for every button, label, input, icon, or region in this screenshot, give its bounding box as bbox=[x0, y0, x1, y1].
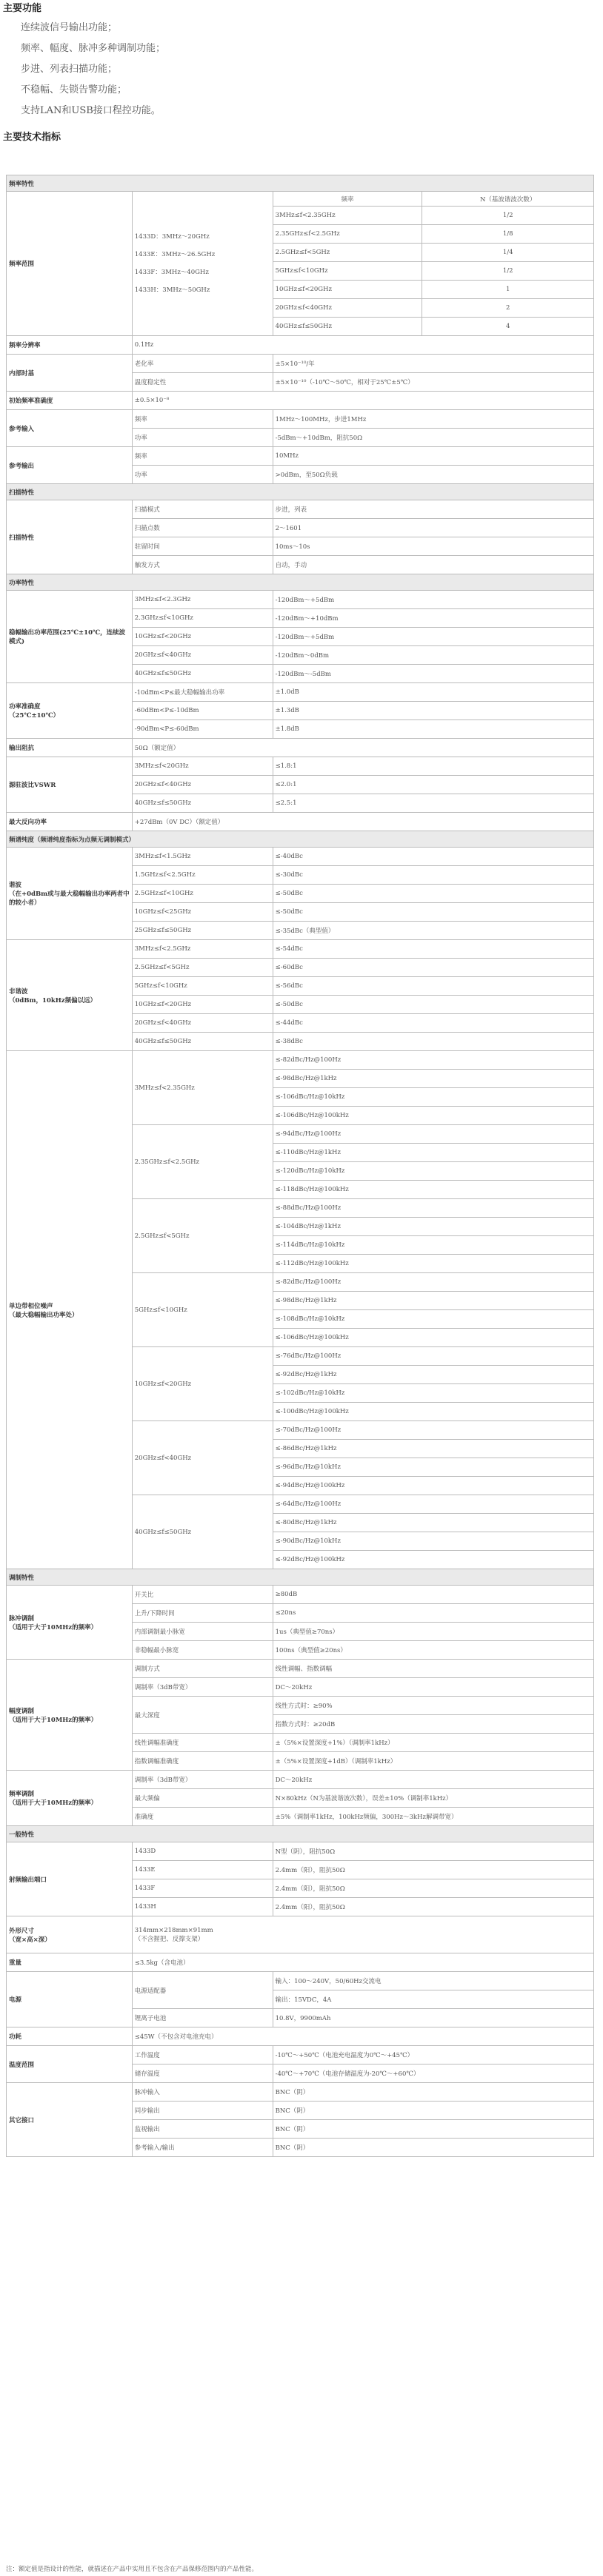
spec-value: -120dBm～+10dBm bbox=[273, 609, 593, 628]
spec-value: ±（5%×设置深度+1%）（调制率1kHz） bbox=[273, 1734, 593, 1752]
spec-key: 1433E bbox=[132, 1861, 273, 1879]
phase-noise-band: 10GHz≤f<20GHz bbox=[132, 1347, 273, 1421]
category-power: 功率特性 bbox=[7, 574, 594, 591]
spec-value: BNC（阴） bbox=[273, 2083, 593, 2102]
spec-value: ±5×10⁻¹⁰（-10℃～50℃，相对于25℃±5℃） bbox=[273, 373, 593, 392]
temp-label: 温度范围 bbox=[7, 2046, 133, 2083]
harmonic-col-header: N（基波谐波次数） bbox=[422, 192, 594, 207]
spec-key: 25GHz≤f≤50GHz bbox=[132, 922, 273, 940]
phase-noise-value: ≤-120dBc/Hz@10kHz bbox=[273, 1162, 593, 1181]
freq-band: 5GHz≤f<10GHz bbox=[273, 262, 422, 281]
spec-value: 步进，列表 bbox=[273, 500, 593, 519]
max-rev-value: +27dBm（0V DC）（额定值） bbox=[132, 813, 593, 831]
power-acc-sub: （25℃±10℃） bbox=[9, 712, 60, 720]
spec-key: -90dBm<P≤-60dBm bbox=[132, 720, 273, 739]
phase-noise-title: 单边带相位噪声 bbox=[9, 1302, 53, 1310]
spec-value: 1MHz～100MHz，步进1MHz bbox=[273, 410, 593, 429]
spec-value: ±（5%×设置深度+1dB）（调制率1kHz） bbox=[273, 1752, 593, 1771]
harmonic-n: 1 bbox=[422, 281, 594, 299]
freq-range-label: 频率范围 bbox=[7, 192, 133, 336]
freq-band: 10GHz≤f<20GHz bbox=[273, 281, 422, 299]
spec-value: 100ns（典型值≥20ns） bbox=[273, 1641, 593, 1660]
spec-key: 调制方式 bbox=[132, 1660, 273, 1678]
freq-band: 20GHz≤f<40GHz bbox=[273, 299, 422, 318]
spec-value: 10.8V，9900mAh bbox=[273, 2009, 593, 2027]
spec-table-wrapper bbox=[6, 175, 594, 2157]
spec-value: N型（阴），阻抗50Ω bbox=[273, 1842, 593, 1861]
harmonic-n: 1/4 bbox=[422, 244, 594, 262]
spec-value: -40℃～+70℃（电池存储温度为-20℃～+60℃） bbox=[273, 2065, 593, 2083]
spec-key: 2.3GHz≤f<10GHz bbox=[132, 609, 273, 628]
model-item: 1433D：3MHz～20GHz bbox=[134, 233, 210, 241]
spec-value: ≤-35dBc（典型值） bbox=[273, 922, 593, 940]
harmonic-n: 4 bbox=[422, 318, 594, 336]
spec-key: 储存温度 bbox=[132, 2065, 273, 2083]
phase-noise-value: ≤-94dBc/Hz@100Hz bbox=[273, 1125, 593, 1144]
spec-key: 3MHz≤f<2.3GHz bbox=[132, 591, 273, 609]
feature-item: 频率、幅度、脉冲多种调制功能； bbox=[21, 43, 166, 54]
spec-key: 3MHz≤f<20GHz bbox=[132, 757, 273, 776]
spec-key: 开关比 bbox=[132, 1586, 273, 1604]
spec-key: 线性调幅准确度 bbox=[132, 1734, 273, 1752]
spec-value: 2.4mm（阳），阻抗50Ω bbox=[273, 1898, 593, 1916]
spec-value: DC～20kHz bbox=[273, 1678, 593, 1697]
freq-res-label: 频率分辨率 bbox=[7, 336, 133, 355]
phase-noise-value: ≤-92dBc/Hz@100kHz bbox=[273, 1551, 593, 1569]
spec-key: 1.5GHz≤f<2.5GHz bbox=[132, 866, 273, 885]
spec-key: 1433H bbox=[132, 1898, 273, 1916]
phase-noise-value: ≤-90dBc/Hz@10kHz bbox=[273, 1532, 593, 1551]
spec-value: BNC（阴） bbox=[273, 2102, 593, 2120]
spec-value: 10ms～10s bbox=[273, 537, 593, 556]
spec-key: 老化率 bbox=[132, 355, 273, 373]
consumption-value: ≤45W（不包含对电池充电） bbox=[132, 2027, 593, 2046]
spec-key: 1433D bbox=[132, 1842, 273, 1861]
phase-noise-band: 2.35GHz≤f<2.5GHz bbox=[132, 1125, 273, 1199]
pulse-title: 脉冲调制 bbox=[9, 1614, 35, 1623]
spec-key: 准确度 bbox=[132, 1808, 273, 1826]
spec-value: -120dBm～-5dBm bbox=[273, 665, 593, 683]
freq-band: 3MHz≤f<2.35GHz bbox=[273, 207, 422, 225]
harmonic-n: 1/8 bbox=[422, 225, 594, 244]
harmonic-n: 1/2 bbox=[422, 207, 594, 225]
spec-value: ±1.3dB bbox=[273, 702, 593, 720]
spec-key: 最大频偏 bbox=[132, 1789, 273, 1808]
spec-value: 2.4mm（阳），阻抗50Ω bbox=[273, 1879, 593, 1898]
category-frequency: 频率特性 bbox=[7, 175, 594, 192]
phase-noise-value: ≤-88dBc/Hz@100Hz bbox=[273, 1199, 593, 1218]
spec-value: ≤2.0:1 bbox=[273, 776, 593, 794]
category-purity: 频谱纯度（频谱纯度指标为点频无调制模式） bbox=[7, 831, 594, 848]
spec-key: 20GHz≤f<40GHz bbox=[132, 646, 273, 665]
fm-label bbox=[7, 1771, 133, 1826]
spec-key: 内部调制最小脉宽 bbox=[132, 1623, 273, 1641]
spec-value: ≤-50dBc bbox=[273, 903, 593, 922]
dims-label bbox=[7, 1916, 133, 1953]
ref-out-label: 参考输出 bbox=[7, 447, 133, 484]
spec-value: ≤-50dBc bbox=[273, 885, 593, 903]
spec-key: 监视输出 bbox=[132, 2120, 273, 2139]
spec-table bbox=[6, 175, 594, 2157]
harmonic-label bbox=[7, 848, 133, 940]
spec-key: 驻留时间 bbox=[132, 537, 273, 556]
spec-value: ≤-50dBc bbox=[273, 996, 593, 1014]
spec-key: 温度稳定性 bbox=[132, 373, 273, 392]
spec-key: 最大深度 bbox=[132, 1697, 273, 1734]
phase-noise-value: ≤-114dBc/Hz@10kHz bbox=[273, 1236, 593, 1255]
spec-key: 扫描点数 bbox=[132, 519, 273, 537]
ref-in-label: 参考输入 bbox=[7, 410, 133, 447]
spec-key: 参考输入/输出 bbox=[132, 2139, 273, 2157]
spec-value: ≤1.8:1 bbox=[273, 757, 593, 776]
spec-key: 1433F bbox=[132, 1879, 273, 1898]
sweep-label: 扫描特性 bbox=[7, 500, 133, 574]
spec-key: 扫描模式 bbox=[132, 500, 273, 519]
phase-noise-band: 3MHz≤f<2.35GHz bbox=[132, 1051, 273, 1125]
spec-value: 指数方式时：≥20dB bbox=[273, 1715, 593, 1734]
dims-note: （不含握把、反撑支架） bbox=[134, 1935, 204, 1943]
phase-noise-value: ≤-102dBc/Hz@10kHz bbox=[273, 1384, 593, 1403]
phase-noise-value: ≤-106dBc/Hz@100kHz bbox=[273, 1107, 593, 1125]
spec-value: ±1.0dB bbox=[273, 683, 593, 702]
am-sub: （适用于大于10MHz的频率） bbox=[9, 1716, 98, 1724]
phase-noise-band: 20GHz≤f<40GHz bbox=[132, 1421, 273, 1495]
spec-key: 触发方式 bbox=[132, 556, 273, 574]
spec-value: 输入：100～240V，50/60Hz交流电 bbox=[273, 1972, 593, 1990]
spec-value: 2～1601 bbox=[273, 519, 593, 537]
spec-value: ≤-38dBc bbox=[273, 1033, 593, 1051]
spec-key: 非稳幅最小脉宽 bbox=[132, 1641, 273, 1660]
spec-value: DC～20kHz bbox=[273, 1771, 593, 1789]
phase-noise-value: ≤-118dBc/Hz@100kHz bbox=[273, 1181, 593, 1199]
phase-noise-band: 5GHz≤f<10GHz bbox=[132, 1273, 273, 1347]
nonharmonic-title: 非谐波 bbox=[9, 987, 28, 996]
phase-noise-value: ≤-106dBc/Hz@100kHz bbox=[273, 1329, 593, 1347]
init-acc-value: ±0.5×10⁻⁸ bbox=[132, 392, 593, 410]
feature-item: 支持LAN和USB接口程控功能。 bbox=[21, 105, 161, 116]
spec-key: 10GHz≤f<20GHz bbox=[132, 628, 273, 646]
spec-value: ±5%（调制率1kHz，100kHz频偏，300Hz～3kHz解调带宽） bbox=[273, 1808, 593, 1826]
weight-value: ≤3.5kg（含电池） bbox=[132, 1953, 593, 1972]
spec-key: 调制率（3dB带宽） bbox=[132, 1771, 273, 1789]
consumption-label: 功耗 bbox=[7, 2027, 133, 2046]
phase-noise-value: ≤-98dBc/Hz@1kHz bbox=[273, 1292, 593, 1310]
spec-value: 线性调幅、指数调幅 bbox=[273, 1660, 593, 1678]
freq-band: 40GHz≤f≤50GHz bbox=[273, 318, 422, 336]
phase-noise-value: ≤-98dBc/Hz@1kHz bbox=[273, 1070, 593, 1088]
model-item: 1433F：3MHz～40GHz bbox=[134, 269, 209, 276]
spec-key: 频率 bbox=[132, 447, 273, 466]
spec-key: 上升/下降时间 bbox=[132, 1604, 273, 1623]
spec-value: 输出：15VDC，4A bbox=[273, 1990, 593, 2009]
specs-title: 主要技术指标 bbox=[3, 132, 61, 143]
phase-noise-value: ≤-100dBc/Hz@100kHz bbox=[273, 1403, 593, 1421]
spec-key: 10GHz≤f<20GHz bbox=[132, 996, 273, 1014]
spec-key: 40GHz≤f≤50GHz bbox=[132, 665, 273, 683]
pulse-label bbox=[7, 1586, 133, 1660]
out-imp-value: 50Ω（额定值） bbox=[132, 739, 593, 757]
init-acc-label: 初始频率准确度 bbox=[7, 392, 133, 410]
phase-noise-sub: （最大稳幅输出功率处） bbox=[9, 1311, 79, 1319]
spec-value: BNC（阴） bbox=[273, 2139, 593, 2157]
spec-value: ≤-40dBc bbox=[273, 848, 593, 866]
phase-noise-value: ≤-104dBc/Hz@1kHz bbox=[273, 1218, 593, 1236]
spec-value: 1us（典型值≥70ns） bbox=[273, 1623, 593, 1641]
spec-value: ±5×10⁻¹⁰/年 bbox=[273, 355, 593, 373]
spec-key: 20GHz≤f<40GHz bbox=[132, 776, 273, 794]
power-acc-label bbox=[7, 683, 133, 739]
phase-noise-value: ≤-112dBc/Hz@100kHz bbox=[273, 1255, 593, 1273]
max-rev-label: 最大反向功率 bbox=[7, 813, 133, 831]
nonharmonic-label bbox=[7, 940, 133, 1051]
other-if-label: 其它接口 bbox=[7, 2083, 133, 2157]
spec-value: -10℃～+50℃（电池充电温度为0℃～+45℃） bbox=[273, 2046, 593, 2065]
footnote: 注：额定值是指设计的性能，就描述在产品中实用且不包含在产品保修范围内的产品性能。 bbox=[6, 2566, 259, 2573]
category-general: 一般特性 bbox=[7, 1826, 594, 1842]
spec-key: -10dBm<P≤最大稳幅输出功率 bbox=[132, 683, 273, 702]
features-title: 主要功能 bbox=[3, 3, 42, 14]
harmonic-n: 1/2 bbox=[422, 262, 594, 281]
dims-sub: （宽×高×深） bbox=[9, 1936, 51, 1944]
spec-key: 2.5GHz≤f<5GHz bbox=[132, 959, 273, 977]
phase-noise-band: 40GHz≤f≤50GHz bbox=[132, 1495, 273, 1569]
spec-key: 功率 bbox=[132, 429, 273, 447]
spec-key: 电源适配器 bbox=[132, 1972, 273, 2009]
phase-noise-value: ≤-82dBc/Hz@100Hz bbox=[273, 1273, 593, 1292]
phase-noise-label bbox=[7, 1051, 133, 1569]
fm-sub: （适用于大于10MHz的频率） bbox=[9, 1799, 98, 1807]
phase-noise-value: ≤-80dBc/Hz@1kHz bbox=[273, 1514, 593, 1532]
timebase-label: 内部时基 bbox=[7, 355, 133, 392]
spec-value: ≤-30dBc bbox=[273, 866, 593, 885]
am-label bbox=[7, 1660, 133, 1771]
spec-value: ≥80dB bbox=[273, 1586, 593, 1604]
out-imp-label: 输出阻抗 bbox=[7, 739, 133, 757]
feature-item: 连续波信号输出功能； bbox=[21, 22, 118, 33]
phase-noise-band: 2.5GHz≤f<5GHz bbox=[132, 1199, 273, 1273]
spec-key: 同步输出 bbox=[132, 2102, 273, 2120]
rf-port-label: 射频输出端口 bbox=[7, 1842, 133, 1916]
phase-noise-value: ≤-96dBc/Hz@10kHz bbox=[273, 1458, 593, 1477]
dims-size: 314mm×218mm×91mm bbox=[134, 1926, 213, 1934]
spec-value: N×80kHz（N为基波谐波次数），误差±10%（调制率1kHz） bbox=[273, 1789, 593, 1808]
vswr-label: 源驻波比VSWR bbox=[7, 757, 133, 813]
spec-key: 指数调幅准确度 bbox=[132, 1752, 273, 1771]
spec-key: 5GHz≤f<10GHz bbox=[132, 977, 273, 996]
spec-value: ≤2.5:1 bbox=[273, 794, 593, 813]
spec-value: ≤20ns bbox=[273, 1604, 593, 1623]
category-modulation: 调制特性 bbox=[7, 1569, 594, 1586]
power-acc-title: 功率准确度 bbox=[9, 703, 41, 711]
harmonic-title: 谐波 bbox=[9, 882, 22, 889]
spec-value: >0dBm，至50Ω负载 bbox=[273, 466, 593, 484]
phase-noise-value: ≤-70dBc/Hz@100Hz bbox=[273, 1421, 593, 1440]
spec-key: 40GHz≤f≤50GHz bbox=[132, 1033, 273, 1051]
spec-value: ≤-60dBc bbox=[273, 959, 593, 977]
power-supply-label: 电源 bbox=[7, 1972, 133, 2027]
nonharmonic-sub: （0dBm，10kHz频偏以远） bbox=[9, 996, 97, 1004]
feature-item: 不稳幅、失锁告警功能； bbox=[21, 84, 127, 95]
freq-res-value: 0.1Hz bbox=[132, 336, 593, 355]
phase-noise-value: ≤-82dBc/Hz@100Hz bbox=[273, 1051, 593, 1070]
spec-key: 40GHz≤f≤50GHz bbox=[132, 794, 273, 813]
category-sweep: 扫描特性 bbox=[7, 484, 594, 500]
phase-noise-value: ≤-92dBc/Hz@1kHz bbox=[273, 1366, 593, 1384]
spec-key: 工作温度 bbox=[132, 2046, 273, 2065]
freq-band: 2.5GHz≤f<5GHz bbox=[273, 244, 422, 262]
freq-band: 2.35GHz≤f<2.5GHz bbox=[273, 225, 422, 244]
feature-item: 步进、列表扫描功能； bbox=[21, 64, 118, 75]
spec-key: 频率 bbox=[132, 410, 273, 429]
spec-value: -120dBm～+5dBm bbox=[273, 591, 593, 609]
model-list bbox=[132, 192, 273, 336]
spec-value: ±1.8dB bbox=[273, 720, 593, 739]
phase-noise-value: ≤-76dBc/Hz@100Hz bbox=[273, 1347, 593, 1366]
weight-label: 重量 bbox=[7, 1953, 133, 1972]
spec-key: 20GHz≤f<40GHz bbox=[132, 1014, 273, 1033]
phase-noise-value: ≤-94dBc/Hz@100kHz bbox=[273, 1477, 593, 1495]
spec-value: ≤-56dBc bbox=[273, 977, 593, 996]
phase-noise-value: ≤-108dBc/Hz@10kHz bbox=[273, 1310, 593, 1329]
spec-key: -60dBm<P≤-10dBm bbox=[132, 702, 273, 720]
spec-key: 3MHz≤f<1.5GHz bbox=[132, 848, 273, 866]
spec-key: 调制率（3dB带宽） bbox=[132, 1678, 273, 1697]
spec-key: 锂离子电池 bbox=[132, 2009, 273, 2027]
spec-value: 自动，手动 bbox=[273, 556, 593, 574]
fm-title: 频率调制 bbox=[9, 1791, 35, 1798]
phase-noise-value: ≤-64dBc/Hz@100Hz bbox=[273, 1495, 593, 1514]
phase-noise-value: ≤-110dBc/Hz@1kHz bbox=[273, 1144, 593, 1162]
model-item: 1433H：3MHz～50GHz bbox=[134, 286, 210, 294]
phase-noise-value: ≤-86dBc/Hz@1kHz bbox=[273, 1440, 593, 1458]
pulse-sub: （适用于大于10MHz的频率） bbox=[9, 1623, 98, 1631]
am-title: 幅度调制 bbox=[9, 1707, 35, 1715]
harmonic-n: 2 bbox=[422, 299, 594, 318]
spec-key: 3MHz≤f<2.5GHz bbox=[132, 940, 273, 959]
spec-value: 2.4mm（阳），阻抗50Ω bbox=[273, 1861, 593, 1879]
spec-key: 10GHz≤f<25GHz bbox=[132, 903, 273, 922]
spec-value: -5dBm～+10dBm，阻抗50Ω bbox=[273, 429, 593, 447]
harmonic-sub: （在+0dBm或与最大稳幅输出功率两者中的较小者） bbox=[9, 890, 130, 907]
spec-key: 2.5GHz≤f<10GHz bbox=[132, 885, 273, 903]
spec-key: 脉冲输入 bbox=[132, 2083, 273, 2102]
freq-col-header: 频率 bbox=[273, 192, 422, 207]
spec-key: 功率 bbox=[132, 466, 273, 484]
model-item: 1433E：3MHz～26.5GHz bbox=[134, 251, 216, 258]
phase-noise-value: ≤-106dBc/Hz@10kHz bbox=[273, 1088, 593, 1107]
dims-value bbox=[132, 1916, 593, 1953]
spec-value: -120dBm～0dBm bbox=[273, 646, 593, 665]
spec-value: 10MHz bbox=[273, 447, 593, 466]
max-power-label: 稳幅输出功率范围(25℃±10℃，连续波模式) bbox=[7, 591, 133, 683]
spec-value: ≤-44dBc bbox=[273, 1014, 593, 1033]
dims-title: 外形尺寸 bbox=[9, 1927, 35, 1935]
feature-list bbox=[21, 18, 165, 121]
spec-value: 线性方式时：≥90% bbox=[273, 1697, 593, 1715]
spec-value: -120dBm～+5dBm bbox=[273, 628, 593, 646]
spec-value: ≤-54dBc bbox=[273, 940, 593, 959]
spec-value: BNC（阴） bbox=[273, 2120, 593, 2139]
